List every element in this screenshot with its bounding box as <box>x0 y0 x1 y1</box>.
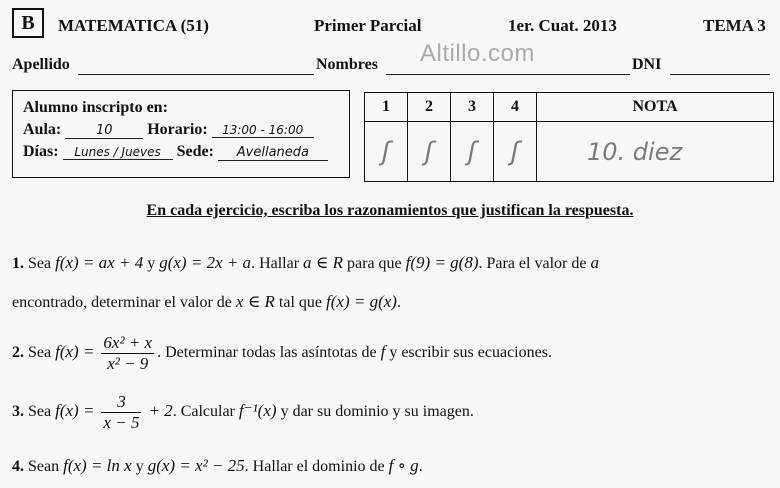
exercise-3-number: 3. <box>12 403 24 421</box>
exercise-3 <box>12 392 474 433</box>
exercise-1-text: Sea <box>24 255 56 272</box>
exercise-1-text: encontrado, determinar el valor de <box>12 294 236 311</box>
sede-value: Avellaneda <box>218 145 328 161</box>
student-info-box <box>12 90 350 178</box>
dni-line <box>670 74 770 75</box>
exercise-2-text: Sea <box>24 344 56 362</box>
horario-value: 13:00 - 16:00 <box>212 123 314 138</box>
dni-label: DNI <box>632 56 662 73</box>
grade-mark-4: ʃ <box>494 122 537 182</box>
horario-label: Horario: <box>147 121 208 138</box>
exercise-1-condition: f(9) = g(8) <box>405 253 479 272</box>
exercise-3-text: . Calcular <box>172 403 239 421</box>
student-box-title: Alumno inscripto en: <box>23 99 168 116</box>
exercise-2-f-symbol: f <box>380 342 386 362</box>
exam-name: Primer Parcial <box>314 16 422 35</box>
exercise-3-plus-2: + 2 <box>148 401 173 421</box>
grade-mark-3: ʃ <box>451 122 494 182</box>
topic-label: TEMA 3 <box>703 16 766 35</box>
exercise-4-text: Sean <box>24 458 64 475</box>
dias-label: Días: <box>23 143 59 160</box>
grade-mark-1: ʃ <box>365 122 408 182</box>
grade-table-marks-row <box>365 122 774 182</box>
exercise-3-f: f(x) = <box>55 401 95 421</box>
exercise-4-text: y <box>135 458 148 475</box>
exercise-4-text: . Hallar el dominio de <box>244 458 389 475</box>
exam-letter-box: B <box>12 8 44 38</box>
exercise-4-number: 4. <box>12 458 24 475</box>
term-label: 1er. Cuat. 2013 <box>508 16 617 35</box>
exercise-3-text: Sea <box>24 403 56 421</box>
course-title: MATEMATICA (51) <box>58 16 209 35</box>
grade-header-3: 3 <box>451 93 494 122</box>
aula-value: 10 <box>65 123 143 139</box>
exercise-2-fraction <box>101 333 154 374</box>
exercise-1-a-in-r: a ∈ R <box>303 253 344 272</box>
exercise-1-text: para que <box>347 255 406 272</box>
grade-table <box>364 92 774 182</box>
exercise-2-numerator: 6x² + x <box>103 333 153 352</box>
exercise-4-composition: f ∘ g <box>388 456 419 475</box>
exercise-1-text: tal que <box>278 294 327 311</box>
exercise-1-line-2 <box>12 292 401 312</box>
exercise-2-text: . Determinar todas las asíntotas de <box>157 344 381 362</box>
grade-header-1: 1 <box>365 93 408 122</box>
watermark: Altillo.com <box>420 40 535 67</box>
exercise-3-text: y dar su dominio y su imagen. <box>280 403 474 421</box>
grade-header-nota: NOTA <box>537 93 774 122</box>
grade-header-4: 4 <box>494 93 537 122</box>
nombres-line <box>386 74 630 75</box>
exercise-1-a: a <box>590 253 599 272</box>
exercise-1-text: y <box>147 255 160 272</box>
dias-value: Lunes / Jueves <box>63 145 173 160</box>
exercise-1-number: 1. <box>12 255 24 272</box>
grade-nota: 10. diez <box>537 122 774 182</box>
apellido-label: Apellido <box>12 56 70 73</box>
exercise-1-text: . <box>396 294 401 311</box>
exercise-1-text: . Para el valor de <box>478 255 591 272</box>
exercise-2-number: 2. <box>12 344 24 362</box>
grade-mark-2: ʃ <box>408 122 451 182</box>
grade-table-header-row <box>365 93 774 122</box>
exercise-3-inverse: f⁻¹(x) <box>238 401 277 421</box>
exercise-2-f: f(x) = <box>55 342 95 362</box>
grade-header-2: 2 <box>408 93 451 122</box>
exercise-4-text: . <box>418 458 423 475</box>
exercise-3-fraction <box>101 392 141 433</box>
exercise-1-text: . Hallar <box>251 255 304 272</box>
sede-label: Sede: <box>176 143 214 160</box>
exercise-1-line-1 <box>12 253 599 273</box>
nombres-label: Nombres <box>316 56 378 73</box>
exercise-1-x-in-r: x ∈ R <box>235 292 275 311</box>
exercise-3-denominator: x − 5 <box>103 413 140 432</box>
instructions: En cada ejercicio, escriba los razonamientos que justifican la respuesta. <box>146 202 634 219</box>
exercise-3-numerator: 3 <box>101 392 141 413</box>
dias-sede-line <box>23 143 353 161</box>
exercise-4-f: f(x) = ln x <box>63 456 132 475</box>
exercise-2 <box>12 333 552 374</box>
exercise-1-g: g(x) = 2x + a <box>159 253 252 272</box>
exercise-2-text: y escribir sus ecuaciones. <box>385 344 552 362</box>
exercise-4-g: g(x) = x² − 25 <box>147 456 245 475</box>
exercise-1-f: f(x) = ax + 4 <box>55 253 144 272</box>
aula-horario-line <box>23 121 343 139</box>
exercise-4 <box>12 456 423 476</box>
exercise-1-equation: f(x) = g(x) <box>326 292 397 311</box>
aula-label: Aula: <box>23 121 62 138</box>
apellido-line <box>78 74 314 75</box>
exercise-2-denominator: x² − 9 <box>107 354 149 373</box>
